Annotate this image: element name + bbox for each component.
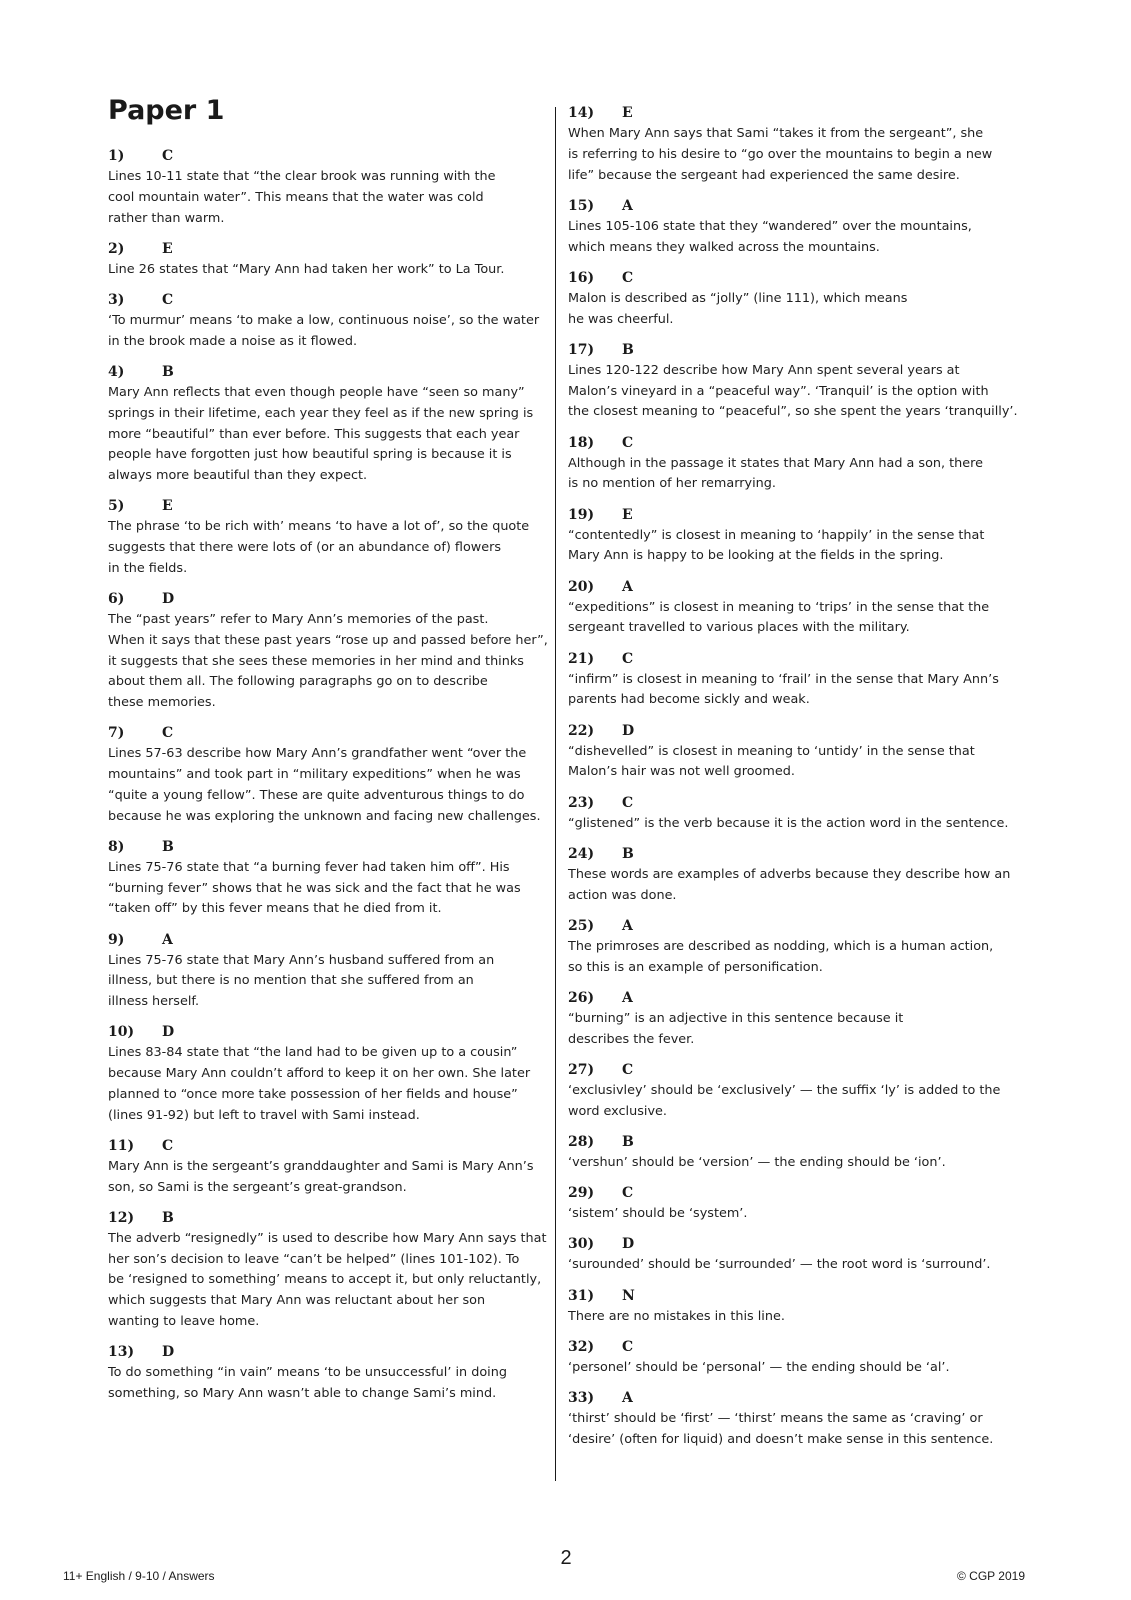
answer-explanation [108, 744, 548, 827]
left-answer-column [108, 146, 548, 1414]
answer-explanation [108, 311, 548, 353]
explanation-line: planned to “once more take possession of her fields and house” [108, 1086, 518, 1102]
explanation-line: Although in the passage it states that Mary Ann had a son, there [568, 455, 984, 471]
question-number: 12) [108, 1209, 135, 1226]
answer-letter: C [622, 794, 634, 811]
question-number: 3) [108, 292, 125, 308]
answer-letter: B [622, 1133, 634, 1150]
answer-explanation [568, 1409, 1008, 1451]
explanation-line: ‘sistem’ should be ‘system’. [568, 1206, 748, 1221]
explanation-line: cool mountain water”. This means that the water was cold [108, 189, 484, 205]
answer-item [568, 1234, 1008, 1276]
explanation-line: (lines 91-92) but left to travel with Sami instead. [108, 1107, 420, 1123]
answer-explanation [108, 858, 548, 920]
question-number: 10) [108, 1024, 135, 1041]
explanation-line: “contentedly” is closest in meaning to ‘happily’ in the sense that [568, 527, 985, 543]
answer-letter: A [622, 197, 633, 214]
question-number: 26) [568, 989, 595, 1006]
answer-item [108, 837, 548, 920]
answer-item [568, 916, 1008, 979]
explanation-line: ‘surounded’ should be ‘surrounded’ — the root word is ‘surround’. [568, 1257, 991, 1273]
answer-item [568, 844, 1011, 907]
explanation-line: “burning fever” shows that he was sick and the fact that he was [108, 880, 521, 896]
explanation-line: “burning” is an adjective in this sentence because it [568, 1010, 904, 1026]
answer-explanation [108, 260, 548, 281]
explanation-line: be ‘resigned to something’ means to accept it, but only reluctantly, [108, 1272, 542, 1288]
answer-explanation [568, 1358, 1008, 1379]
answer-letter: E [162, 498, 173, 515]
explanation-line: is referring to his desire to “go over the mountains to begin a new [568, 146, 993, 162]
answer-explanation [568, 289, 1008, 331]
answer-letter: C [622, 1338, 634, 1355]
answer-heading [568, 1060, 1008, 1081]
answer-explanation [568, 1081, 1008, 1123]
answer-item [108, 239, 548, 281]
answer-letter: C [622, 650, 634, 667]
answer-heading [108, 837, 548, 858]
question-number: 25) [568, 917, 595, 934]
answer-heading [568, 340, 1008, 361]
explanation-line: which suggests that Mary Ann was reluctant about her son [108, 1293, 486, 1308]
answer-letter: E [622, 105, 633, 121]
explanation-line: To do something “in vain” means ‘to be unsuccessful’ in doing [108, 1365, 507, 1380]
answer-item [568, 340, 1018, 423]
question-number: 1) [108, 148, 125, 164]
answer-letter: E [622, 506, 633, 523]
answer-item [108, 1342, 548, 1405]
answer-item [108, 1208, 548, 1333]
question-number: 32) [568, 1338, 595, 1355]
explanation-line: There are no mistakes in this line. [568, 1308, 785, 1324]
answer-heading [108, 723, 548, 744]
answer-explanation [568, 526, 1008, 568]
explanation-line: Line 26 states that “Mary Ann had taken her work” to La Tour. [108, 261, 505, 277]
page-title: Paper 1 [108, 95, 225, 126]
right-answer-column [568, 103, 1018, 1460]
explanation-line: The phrase ‘to be rich with’ means ‘to have a lot of’, so the quote [108, 519, 530, 535]
answer-letter: E [162, 240, 173, 257]
explanation-line: “taken off” by this fever means that he died from it. [108, 901, 442, 917]
answer-heading [568, 577, 1008, 598]
answer-heading [108, 1208, 548, 1229]
answer-letter: A [622, 917, 633, 934]
explanation-line: Lines 75-76 state that “a burning fever had taken him off”. His [108, 859, 510, 875]
question-number: 6) [108, 591, 125, 607]
question-number: 2) [108, 240, 125, 257]
answer-item [568, 649, 1008, 712]
answer-letter: N [622, 1287, 635, 1304]
answer-heading [568, 505, 1008, 526]
answer-item [568, 1337, 1008, 1379]
explanation-line: ‘thirst’ should be ‘first’ — ‘thirst’ means the same as ‘craving’ or [568, 1411, 983, 1426]
answer-heading [568, 103, 1008, 124]
explanation-line: is no mention of her remarrying. [568, 476, 776, 492]
explanation-line: sergeant travelled to various places with the military. [568, 620, 910, 636]
answer-explanation [108, 951, 548, 1013]
answer-explanation [568, 1204, 1008, 1225]
answer-explanation [568, 1153, 1008, 1174]
explanation-line: Lines 57-63 describe how Mary Ann’s grandfather went “over the [108, 746, 527, 762]
answer-heading [568, 268, 1008, 289]
question-number: 21) [568, 650, 595, 667]
explanation-line: These words are examples of adverbs because they describe how an [568, 866, 1011, 882]
explanation-line: ‘desire’ (often for liquid) and doesn’t make sense in this sentence. [568, 1431, 994, 1447]
answer-explanation [108, 517, 548, 579]
answer-item [568, 505, 1008, 568]
answer-heading [568, 988, 1008, 1009]
answer-explanation [108, 1363, 548, 1405]
answer-item [568, 103, 1008, 186]
answer-letter: C [162, 725, 174, 742]
answer-item [568, 1286, 1008, 1328]
answer-explanation [568, 937, 1008, 979]
explanation-line: action was done. [568, 887, 677, 903]
answer-heading [568, 649, 1008, 670]
explanation-line: ‘exclusivley’ should be ‘exclusively’ — the suffix ‘ly’ is added to the [568, 1082, 1001, 1098]
explanation-line: wanting to leave home. [108, 1313, 260, 1329]
answer-item [568, 433, 1008, 496]
answer-item [108, 1136, 548, 1199]
answer-explanation [108, 1229, 548, 1333]
explanation-line: ‘personel’ should be ‘personal’ — the ending should be ‘al’. [568, 1359, 950, 1375]
explanation-line: The “past years” refer to Mary Ann’s memories of the past. [108, 612, 489, 627]
question-number: 28) [568, 1133, 595, 1150]
page-number: 2 [560, 1547, 572, 1569]
answer-item [108, 290, 548, 353]
answer-letter: D [162, 1344, 175, 1360]
answer-heading [108, 146, 548, 167]
explanation-line: so this is an example of personification. [568, 959, 823, 975]
answer-heading [568, 1388, 1008, 1409]
answer-item [108, 723, 548, 827]
question-number: 27) [568, 1061, 595, 1078]
explanation-line: rather than warm. [108, 210, 225, 226]
question-number: 18) [568, 434, 595, 451]
question-number: 29) [568, 1185, 595, 1201]
answer-heading [568, 1337, 1008, 1358]
explanation-line: Lines 120-122 describe how Mary Ann spent several years at [568, 362, 960, 378]
answer-explanation [568, 598, 1008, 640]
explanation-line: illness herself. [108, 994, 200, 1009]
question-number: 16) [568, 269, 595, 286]
answer-explanation [568, 124, 1008, 186]
explanation-line: illness, but there is no mention that she suffered from an [108, 973, 474, 989]
explanation-line: mountains” and took part in “military expeditions” when he was [108, 767, 521, 782]
answer-heading [568, 1286, 1008, 1307]
answer-heading [568, 1183, 1008, 1204]
explanation-line: always more beautiful than they expect. [108, 468, 368, 483]
footer-book-title: 11+ English / 9-10 / Answers [63, 1569, 215, 1583]
question-number: 5) [108, 498, 125, 515]
answer-letter: D [622, 1236, 635, 1253]
explanation-line: because he was exploring the unknown and facing new challenges. [108, 808, 541, 824]
explanation-line: in the brook made a noise as it flowed. [108, 333, 358, 349]
answer-heading [108, 1342, 548, 1363]
explanation-line: her son’s decision to leave “can’t be helped” (lines 101-102). To [108, 1251, 520, 1267]
answer-explanation [108, 1043, 548, 1126]
answer-heading [568, 844, 1008, 865]
explanation-line: Malon’s vineyard in a “peaceful way”. ‘Tranquil’ is the option with [568, 383, 989, 399]
answer-letter: B [622, 341, 634, 358]
explanation-line: The primroses are described as nodding, which is a human action, [568, 938, 994, 954]
answer-explanation [568, 1255, 1008, 1276]
answer-heading [568, 433, 1008, 454]
question-number: 33) [568, 1390, 595, 1406]
explanation-line: word exclusive. [568, 1103, 667, 1119]
question-number: 19) [568, 506, 595, 523]
explanation-line: Malon is described as “jolly” (line 111), which means [568, 290, 908, 306]
answer-item [108, 930, 548, 1013]
question-number: 7) [108, 725, 125, 742]
explanation-line: in the fields. [108, 560, 188, 576]
answer-heading [568, 196, 1008, 217]
answer-explanation [568, 742, 1008, 784]
question-number: 4) [108, 364, 125, 380]
column-divider [555, 107, 556, 1481]
question-number: 14) [568, 105, 595, 121]
question-number: 22) [568, 722, 595, 739]
answer-letter: B [622, 845, 634, 862]
explanation-line: about them all. The following paragraphs go on to describe [108, 674, 488, 690]
question-number: 31) [568, 1287, 595, 1304]
answer-item [568, 721, 1008, 784]
explanation-line: “infirm” is closest in meaning to ‘frail’ in the sense that Mary Ann’s [568, 671, 999, 687]
answer-letter: C [162, 1137, 174, 1154]
explanation-line: more “beautiful” than ever before. This suggests that each year [108, 426, 520, 442]
answer-explanation [108, 610, 548, 714]
answer-item [108, 589, 548, 714]
explanation-line: When it says that these past years “rose up and passed before her”, [108, 632, 548, 648]
answer-item [568, 1183, 1008, 1225]
question-number: 8) [108, 838, 125, 855]
explanation-line: Mary Ann is the sergeant’s granddaughter and Sami is Mary Ann’s [108, 1158, 534, 1174]
explanation-line: “glistened” is the verb because it is the action word in the sentence. [568, 815, 1009, 831]
answer-heading [108, 589, 548, 610]
answer-heading [568, 1234, 1008, 1255]
explanation-line: which means they walked across the mountains. [568, 239, 880, 255]
answer-letter: B [162, 364, 174, 380]
answer-explanation [108, 167, 548, 229]
explanation-line: suggests that there were lots of (or an abundance of) flowers [108, 540, 502, 555]
answer-letter: A [162, 931, 173, 948]
explanation-line: it suggests that she sees these memories in her mind and thinks [108, 653, 524, 669]
answer-heading [108, 1136, 548, 1157]
explanation-line: Lines 75-76 state that Mary Ann’s husband suffered from an [108, 952, 495, 968]
answer-letter: D [162, 1024, 175, 1041]
explanation-line: son, so Sami is the sergeant’s great-grandson. [108, 1179, 407, 1195]
answer-heading [108, 496, 548, 517]
explanation-line: describes the fever. [568, 1031, 695, 1047]
answer-item [568, 577, 1008, 640]
question-number: 30) [568, 1236, 595, 1253]
answer-letter: A [622, 1390, 633, 1406]
answer-heading [108, 362, 548, 383]
answer-letter: C [622, 1061, 634, 1078]
answer-explanation [568, 1307, 1008, 1328]
answer-heading [568, 916, 1008, 937]
answer-item [108, 362, 548, 487]
question-number: 11) [108, 1137, 135, 1154]
answer-explanation [568, 670, 1008, 712]
explanation-line: ‘vershun’ should be ‘version’ — the ending should be ‘ion’. [568, 1154, 946, 1170]
explanation-line: something, so Mary Ann wasn’t able to change Sami’s mind. [108, 1385, 497, 1401]
explanation-line: he was cheerful. [568, 311, 674, 327]
question-number: 24) [568, 845, 595, 862]
answer-explanation [108, 1157, 548, 1199]
answer-item [108, 1022, 548, 1126]
answer-item [108, 496, 548, 579]
answer-heading [108, 239, 548, 260]
question-number: 13) [108, 1344, 135, 1360]
footer-copyright: © CGP 2019 [957, 1569, 1025, 1583]
answer-letter: C [162, 292, 174, 308]
answer-item [568, 1132, 1008, 1174]
answer-explanation [568, 865, 1011, 907]
question-number: 23) [568, 794, 595, 811]
answer-heading [568, 793, 1008, 814]
answer-item [568, 1388, 1008, 1451]
explanation-line: Lines 105-106 state that they “wandered” over the mountains, [568, 218, 972, 234]
explanation-line: springs in their lifetime, each year they feel as if the new spring is [108, 405, 534, 421]
answer-letter: C [622, 434, 634, 451]
explanation-line: ‘To murmur’ means ‘to make a low, continuous noise’, so the water [108, 313, 540, 328]
answer-letter: A [622, 989, 633, 1006]
explanation-line: “dishevelled” is closest in meaning to ‘untidy’ in the sense that [568, 743, 975, 759]
answer-explanation [108, 383, 548, 487]
explanation-line: The adverb “resignedly” is used to describe how Mary Ann says that [108, 1230, 547, 1246]
answer-letter: C [622, 1185, 634, 1201]
question-number: 15) [568, 197, 595, 214]
answer-letter: C [622, 269, 634, 286]
answer-heading [568, 1132, 1008, 1153]
answer-letter: C [162, 148, 174, 164]
explanation-line: When Mary Ann says that Sami “takes it from the sergeant”, she [568, 126, 984, 141]
answer-heading [108, 290, 548, 311]
question-number: 17) [568, 341, 595, 358]
answer-item [568, 196, 1008, 259]
explanation-line: Lines 83-84 state that “the land had to be given up to a cousin” [108, 1045, 518, 1061]
explanation-line: these memories. [108, 695, 216, 710]
answer-letter: A [622, 578, 633, 595]
answer-explanation [568, 1009, 1008, 1051]
explanation-line: “quite a young fellow”. These are quite adventurous things to do [108, 787, 525, 803]
explanation-line: Lines 10-11 state that “the clear brook was running with the [108, 169, 496, 184]
answer-letter: B [162, 838, 174, 855]
question-number: 9) [108, 931, 125, 948]
explanation-line: because Mary Ann couldn’t afford to keep it on her own. She later [108, 1066, 531, 1081]
answer-item [568, 988, 1008, 1051]
explanation-line: parents had become sickly and weak. [568, 692, 810, 708]
answer-explanation [568, 361, 1018, 423]
answer-letter: D [622, 722, 635, 739]
answer-explanation [568, 814, 1008, 835]
explanation-line: the closest meaning to “peaceful”, so she spent the years ‘tranquilly’. [568, 404, 1018, 420]
answer-heading [108, 930, 548, 951]
explanation-line: “expeditions” is closest in meaning to ‘trips’ in the sense that the [568, 599, 990, 615]
answer-item [568, 1060, 1008, 1123]
answer-item [108, 146, 548, 229]
answer-letter: D [162, 591, 175, 607]
answer-explanation [568, 217, 1008, 259]
explanation-line: people have forgotten just how beautiful spring is because it is [108, 447, 512, 463]
answer-letter: B [162, 1209, 174, 1226]
explanation-line: Malon’s hair was not well groomed. [568, 764, 795, 780]
answer-heading [108, 1022, 548, 1043]
question-number: 20) [568, 578, 595, 595]
answer-item [568, 793, 1008, 835]
answer-heading [568, 721, 1008, 742]
explanation-line: life” because the sergeant had experienced the same desire. [568, 167, 960, 183]
answer-item [568, 268, 1008, 331]
answer-explanation [568, 454, 1008, 496]
explanation-line: Mary Ann is happy to be looking at the fields in the spring. [568, 548, 944, 564]
explanation-line: Mary Ann reflects that even though people have “seen so many” [108, 385, 525, 400]
